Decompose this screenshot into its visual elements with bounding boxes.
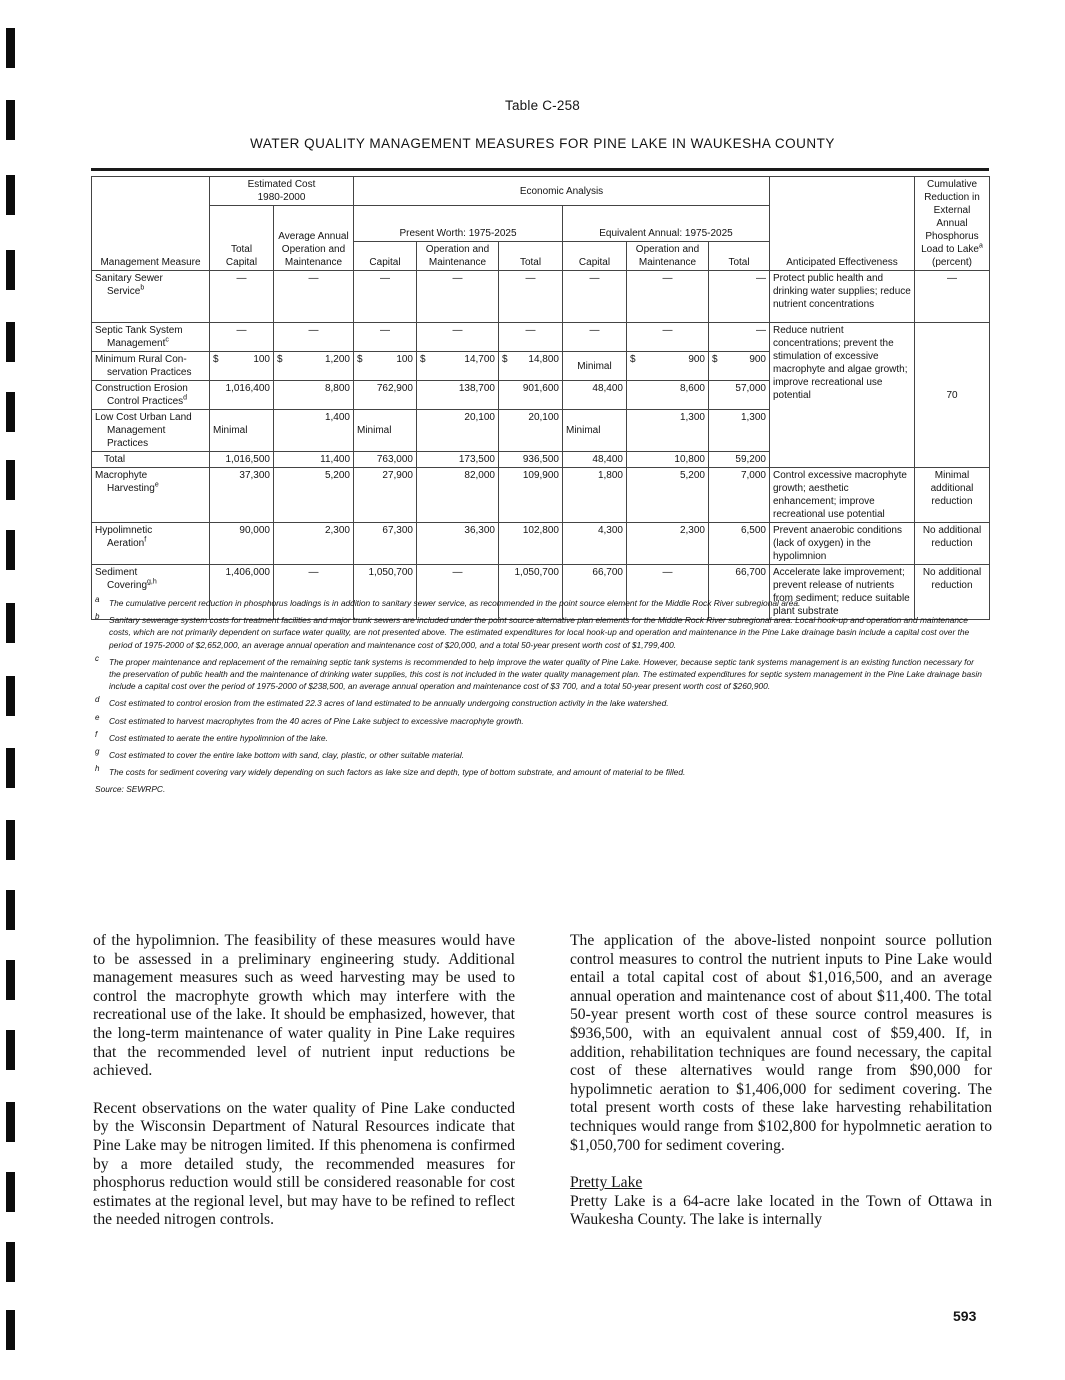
- cell-ea-total: 66,700: [709, 565, 770, 620]
- cell-pw-om: 36,300: [417, 523, 499, 565]
- header-ea-om: Operation and Maintenance: [627, 242, 709, 271]
- footnote: h The costs for sediment covering vary widely depending on such factors as lake size and depth, type of bottom substrate, and amount of material to be filled.: [95, 764, 686, 778]
- header-anticipated-effectiveness: Anticipated Effectiveness: [770, 177, 915, 271]
- cell-effectiveness: Protect public health and drinking water supplies; reduce nutrient concentrations: [770, 271, 915, 323]
- cell-pw-om: 82,000: [417, 468, 499, 523]
- cell-avg-om: —: [274, 565, 354, 620]
- cell-pw-om: 20,100: [417, 410, 499, 452]
- cell-avg-om: 8,800: [274, 381, 354, 410]
- cell-ea-capital: 1,800: [563, 468, 627, 523]
- cell-ea-total: $ 900: [709, 352, 770, 381]
- cell-total-capital: 90,000: [210, 523, 274, 565]
- punch-mark: [6, 175, 15, 215]
- cell-pw-capital: —: [354, 271, 417, 323]
- punch-mark: [6, 322, 15, 362]
- body-paragraph: Recent observations on the water quality of Pine Lake conducted by the Wisconsin Department of Natural Resources indicate that Pine Lake may be nitrogen limited. If this phenomena is confirmed by a more detailed study, the recommended measures for phosphorus reduction would still be considered reasonable for cost estimates at the regional level, but may have to be refined to reflect the needed nitrogen controls.: [93, 1099, 515, 1229]
- footnote: f Cost estimated to aerate the entire hypolimnion of the lake.: [95, 729, 328, 743]
- cell-avg-om: —: [274, 323, 354, 352]
- cell-ea-om: —: [627, 565, 709, 620]
- footnote: g Cost estimated to cover the entire lake bottom with sand, clay, plastic, or other suitable material.: [95, 747, 465, 761]
- cell-reduction: No additional reduction: [915, 565, 990, 620]
- cell-avg-om: 1,400: [274, 410, 354, 452]
- cell-ea-total: 6,500: [709, 523, 770, 565]
- cell-pw-total: 936,500: [499, 452, 563, 468]
- page-number: 593: [953, 1308, 977, 1324]
- section-heading: Pretty Lake: [570, 1174, 643, 1192]
- cell-ea-om: —: [627, 323, 709, 352]
- row-label: Total: [92, 452, 210, 468]
- cell-pw-om: 173,500: [417, 452, 499, 468]
- table-row: [92, 468, 990, 523]
- cell-ea-total: 1,300: [709, 410, 770, 452]
- cell-ea-total: 57,000: [709, 381, 770, 410]
- row-label: Hypolimnetic Aeration$^f$: [92, 523, 210, 565]
- footnote: a The cumulative percent reduction in phosphorus loadings is in addition to sanitary sewer service, as recommended in the point source element for the Middle Rock River subregional area.: [95, 595, 801, 608]
- header-total-capital: Total Capital: [210, 206, 274, 271]
- cell-ea-capital: Minimal: [563, 352, 627, 381]
- punch-mark: [6, 960, 15, 1000]
- cell-ea-om: —: [627, 271, 709, 323]
- footnote: b Sanitary sewerage system costs for treatment facilities and major trunk sewers are included under the point source alternative plan elements for the Middle Rock River subregional area. Local hook-up and operation and maintenance costs, which are not primarily dependent on surface water quality, are not presented above. The estimated expenditures for local hook-up and operation and maintenance in the Pine Lake drainage basin include a capital cost over the period of 1975-2000 of $2,652,000, an average annual operation and maintenance cost of $20,000, and a total 50-year present worth cost of $1,799,400.: [95, 612, 970, 650]
- body-column-right: [570, 932, 992, 1249]
- cell-avg-om: 11,400: [274, 452, 354, 468]
- punch-mark: [6, 1102, 15, 1142]
- footnote: d Cost estimated to control erosion from the estimated 22.3 acres of land estimated to be annually undergoing construction activity in the lake watershed.: [95, 695, 669, 709]
- header-ea-total: Total: [709, 242, 770, 271]
- body-column-left: [93, 932, 515, 1249]
- cell-pw-om: 138,700: [417, 381, 499, 410]
- cell-pw-capital: $ 100: [354, 352, 417, 381]
- cell-avg-om: 5,200: [274, 468, 354, 523]
- cell-reduction: Minimal additional reduction: [915, 468, 990, 523]
- cell-pw-total: 109,900: [499, 468, 563, 523]
- header-pw-total: Total: [499, 242, 563, 271]
- cell-effectiveness: Accelerate lake improvement; prevent release of nutrients from sediment; reduce suitable plant substrate: [770, 565, 915, 620]
- cell-pw-capital: —: [354, 323, 417, 352]
- cell-ea-capital: 4,300: [563, 523, 627, 565]
- header-estimated-cost: Estimated Cost 1980-2000: [210, 177, 354, 206]
- cell-pw-capital: 27,900: [354, 468, 417, 523]
- cell-ea-total: —: [709, 323, 770, 352]
- row-label: Macrophyte Harvesting$^e$: [92, 468, 210, 523]
- cell-total-capital: 1,406,000: [210, 565, 274, 620]
- punch-mark: [6, 748, 15, 788]
- cell-pw-total: $ 14,800: [499, 352, 563, 381]
- cell-pw-total: 102,800: [499, 523, 563, 565]
- punch-mark: [6, 250, 15, 290]
- header-cumulative-reduction: Cumulative Reduction in External Annual Phosphorus Load to Lake$^a$ (percent): [915, 177, 990, 271]
- punch-mark: [6, 603, 15, 643]
- punch-mark: [6, 530, 15, 570]
- punch-mark: [6, 1242, 15, 1282]
- cell-ea-total: 59,200: [709, 452, 770, 468]
- cell-total-capital: —: [210, 323, 274, 352]
- cell-total-capital: $ 100: [210, 352, 274, 381]
- cell-pw-capital: 763,000: [354, 452, 417, 468]
- cell-pw-capital: 1,050,700: [354, 565, 417, 620]
- cell-ea-capital: 48,400: [563, 381, 627, 410]
- body-paragraph: Pretty Lake is a 64-acre lake located in the Town of Ottawa in Waukesha County. The lake is internally: [570, 1192, 992, 1229]
- table-number: Table C-258: [505, 98, 580, 113]
- punch-mark: [6, 1172, 15, 1212]
- row-label: Sanitary Sewer Service$^b$: [92, 271, 210, 323]
- cell-ea-om: 10,800: [627, 452, 709, 468]
- cell-reduction: —: [915, 271, 990, 323]
- row-label: Low Cost Urban Land Management Practices: [92, 410, 210, 452]
- header-pw-capital: Capital: [354, 242, 417, 271]
- punch-mark: [6, 460, 15, 500]
- table-row: [92, 271, 990, 323]
- management-measures-table: [91, 176, 990, 620]
- table-row: [92, 523, 990, 565]
- header-ea-capital: Capital: [563, 242, 627, 271]
- punch-mark: [6, 1310, 15, 1350]
- cell-ea-total: 7,000: [709, 468, 770, 523]
- table-footnotes: [95, 597, 985, 796]
- cell-ea-om: 8,600: [627, 381, 709, 410]
- cell-pw-capital: Minimal: [354, 410, 417, 452]
- header-present-worth: Present Worth: 1975-2025: [354, 206, 563, 242]
- cell-ea-capital: 66,700: [563, 565, 627, 620]
- body-paragraph: The application of the above-listed nonpoint source pollution control measures to control the nutrient inputs to Pine Lake would entail a total capital cost of about $1,016,500, and an average annual operation and maintenance cost of about $11,400. The total 50-year present worth cost of these source control measures is $936,500, with an equivalent annual cost of $59,400. If, in addition, rehabilitation techniques are found necessary, the capital cost of these alternatives would range from $90,000 for hypolimnetic aeration to $1,406,000 for sediment covering. The total present worth costs of these lake harvesting rehabilitation techniques would range from $102,800 for hypolmnetic aeration to $1,050,700 for sediment covering.: [570, 932, 992, 1154]
- footnote: c The proper maintenance and replacement of the remaining septic tank systems is recommended to help improve the water quality of Pine Lake. However, because septic tank systems management is an existing function necessary for the preservation of public health and the maintenance of drinking water supplies, this cost is not included in the water quality management plan. The estimated expenditures for septic system management in the Pine Lake drainage basin include a capital cost over the period of 1975-2000 of $238,500, an average annual operation and maintenance cost of $3 700, and a total 50-year present worth cost of $260,900.: [95, 653, 982, 692]
- cell-avg-om: —: [274, 271, 354, 323]
- body-paragraph: of the hypolimnion. The feasibility of these measures would have to be assessed in a preliminary engineering study. Additional management measures such as weed harvesting may be used to control the macrophyte growth which may interfere with the recreational use of the lake. It should be emphasized, however, that the long-term maintenance of water quality in Pine Lake requires that the recommended level of nutrient input reductions be achieved.: [93, 932, 515, 1080]
- cell-total-capital: Minimal: [210, 410, 274, 452]
- table-source: Source: SEWRPC.: [95, 784, 166, 795]
- cell-ea-om: $ 900: [627, 352, 709, 381]
- punch-mark: [6, 28, 15, 68]
- header-economic-analysis: Economic Analysis: [354, 177, 770, 206]
- cell-pw-capital: 762,900: [354, 381, 417, 410]
- header-pw-om: Operation and Maintenance: [417, 242, 499, 271]
- cell-avg-om: 2,300: [274, 523, 354, 565]
- cell-reduction: No additional reduction: [915, 523, 990, 565]
- row-label: Minimum Rural Con- servation Practices: [92, 352, 210, 381]
- cell-ea-capital: —: [563, 323, 627, 352]
- row-label: Sediment Covering$^{g,h}$: [92, 565, 210, 620]
- cell-total-capital: 1,016,500: [210, 452, 274, 468]
- cell-pw-om: —: [417, 565, 499, 620]
- cell-pw-capital: 67,300: [354, 523, 417, 565]
- cell-effectiveness: Prevent anaerobic conditions (lack of oxygen) in the hypolimnion: [770, 523, 915, 565]
- cell-ea-capital: —: [563, 271, 627, 323]
- cell-reduction: 70: [915, 323, 990, 468]
- cell-pw-total: —: [499, 271, 563, 323]
- cell-ea-total: —: [709, 271, 770, 323]
- header-equivalent-annual: Equivalent Annual: 1975-2025: [563, 206, 770, 242]
- cell-ea-capital: Minimal: [563, 410, 627, 452]
- punch-mark: [6, 820, 15, 860]
- cell-pw-om: $ 14,700: [417, 352, 499, 381]
- punch-mark: [6, 392, 15, 432]
- table-row: [92, 323, 990, 352]
- cell-pw-total: 1,050,700: [499, 565, 563, 620]
- row-label: Construction Erosion Control Practices$^d$: [92, 381, 210, 410]
- header-management-measure: Management Measure: [92, 177, 210, 271]
- cell-effectiveness: Control excessive macrophyte growth; aesthetic enhancement; improve recreational use potential: [770, 468, 915, 523]
- row-label: Septic Tank System Management$^c$: [92, 323, 210, 352]
- punch-mark: [6, 1030, 15, 1070]
- cell-pw-total: 901,600: [499, 381, 563, 410]
- cell-avg-om: $ 1,200: [274, 352, 354, 381]
- footnote: e Cost estimated to harvest macrophytes from the 40 acres of Pine Lake subject to excessive macrophyte growth.: [95, 712, 524, 726]
- cell-ea-om: 5,200: [627, 468, 709, 523]
- cell-pw-total: 20,100: [499, 410, 563, 452]
- cell-pw-om: —: [417, 323, 499, 352]
- punch-mark: [6, 890, 15, 930]
- cell-ea-om: 1,300: [627, 410, 709, 452]
- header-average-annual-om: Average Annual Operation and Maintenance: [274, 206, 354, 271]
- table-top-rule: [91, 168, 989, 171]
- cell-total-capital: 37,300: [210, 468, 274, 523]
- cell-ea-capital: 48,400: [563, 452, 627, 468]
- punch-mark: [6, 676, 15, 716]
- cell-pw-total: —: [499, 323, 563, 352]
- cell-pw-om: —: [417, 271, 499, 323]
- table-title: WATER QUALITY MANAGEMENT MEASURES FOR PINE LAKE IN WAUKESHA COUNTY: [250, 136, 835, 151]
- cell-effectiveness: Reduce nutrient concentrations; prevent the stimulation of excessive macrophyte and algae growth; improve recreational use potential: [770, 323, 915, 468]
- cell-total-capital: —: [210, 271, 274, 323]
- cell-total-capital: 1,016,400: [210, 381, 274, 410]
- cell-ea-om: 2,300: [627, 523, 709, 565]
